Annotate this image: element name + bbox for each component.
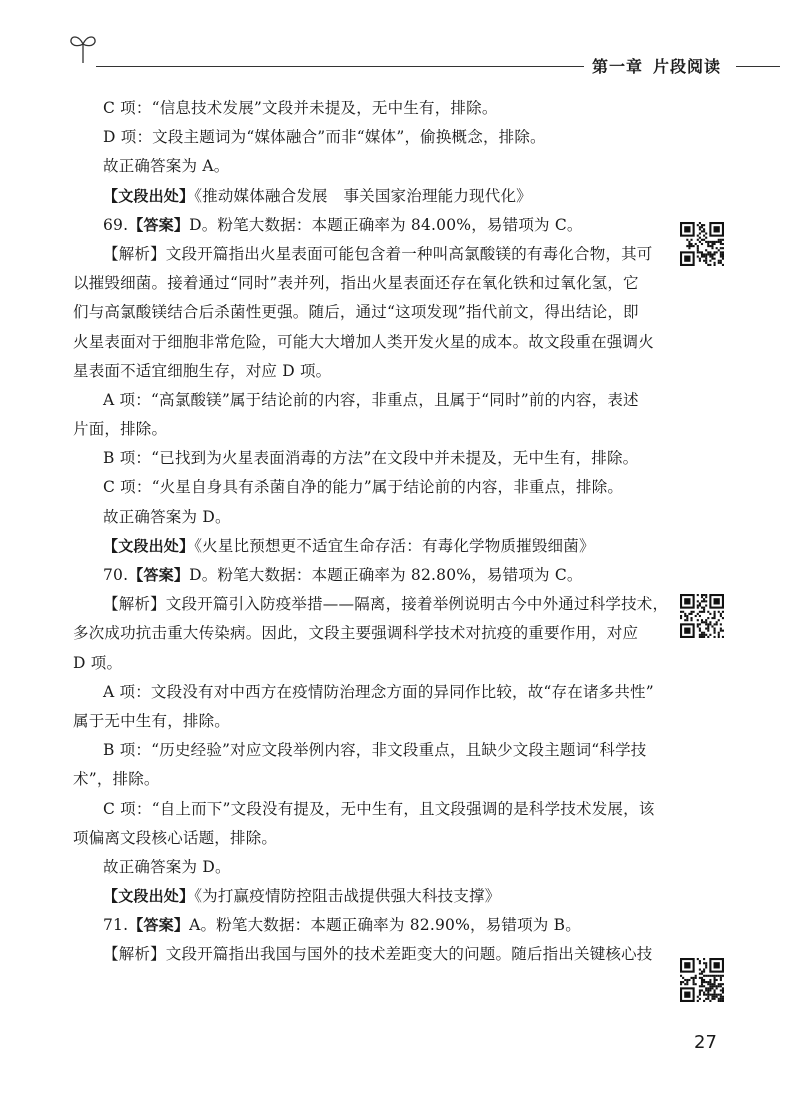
text-line: 星表面不适宜细胞生存，对应 D 项。 [73, 361, 332, 380]
answer-line [103, 911, 648, 940]
text-line: 故正确答案为 A。 [103, 157, 230, 176]
source-label: 【文段出处】 [103, 186, 195, 205]
question-number: 70. [103, 566, 129, 584]
text-line: 多次成功抗击重大传染病。因此，文段主要强调科学技术对抗疫的重要作用，对应 [73, 624, 639, 643]
text-line: C 项：“火星自身具有杀菌自净的能力”属于结论前的内容，非重点，排除。 [103, 478, 624, 497]
text-line: 术”，排除。 [73, 770, 160, 789]
text-line: A 项：文段没有对中西方在疫情防治理念方面的异同作比较，故“存在诸多共性” [103, 682, 654, 701]
chapter-number: 第一章 [592, 57, 644, 76]
source-title: 《火星比预想更不适宜生命存活：有毒化学物质摧毁细菌》 [194, 536, 595, 555]
question-number: 69. [103, 215, 129, 234]
page-number: 27 [694, 1032, 717, 1053]
source-label: 【文段出处】 [103, 536, 195, 555]
text-line: 以摧毁细菌。接着通过“同时”表并列，指出火星表面还存在氧化铁和过氧化氢，它 [73, 274, 639, 293]
source-title: 《为打赢疫情防控阻击战提供强大科技支撑》 [194, 887, 501, 906]
text-line: 火星表面对于细胞非常危险，可能大大增加人类开发火星的成本。故文段重在强调火 [73, 332, 654, 351]
qr-code[interactable] [680, 222, 724, 266]
text-line: 【解析】文段开篇指出火星表面可能包含着一种叫高氯酸镁的有毒化合物，其可 [103, 244, 653, 263]
source-title: 《推动媒体融合发展 事关国家治理能力现代化》 [194, 186, 532, 205]
answer-line [103, 211, 648, 240]
text-line: 片面，排除。 [73, 420, 168, 439]
answer-text: A。粉笔大数据：本题正确率为 82.90%，易错项为 B。 [189, 916, 581, 935]
qr-code[interactable] [680, 958, 724, 1002]
text-line: D 项：文段主题词为“媒体融合”而非“媒体”，偷换概念，排除。 [103, 128, 546, 147]
source-line [103, 882, 648, 911]
text-line: C 项：“自上而下”文段没有提及，无中生有，且文段强调的是科学技术发展，该 [103, 799, 655, 818]
answer-text: D。粉笔大数据：本题正确率为 84.00%，易错项为 C。 [189, 215, 583, 234]
answer-label: 【答案】 [128, 566, 190, 584]
sprout-icon [68, 30, 98, 64]
header-rule-left [96, 66, 584, 67]
text-line: 【解析】文段开篇引入防疫举措——隔离，接着举例说明古今中外通过科学技术， [103, 595, 669, 614]
answer-label: 【答案】 [128, 916, 190, 935]
text-line: 项偏离文段核心话题，排除。 [73, 828, 278, 847]
text-line: 故正确答案为 D。 [103, 507, 231, 526]
source-line [103, 182, 648, 211]
source-line [103, 532, 648, 561]
answer-text: D。粉笔大数据：本题正确率为 82.80%，易错项为 C。 [189, 566, 583, 584]
qr-code[interactable] [680, 594, 724, 638]
source-label: 【文段出处】 [103, 887, 195, 906]
text-line: C 项：“信息技术发展”文段并未提及，无中生有，排除。 [103, 99, 498, 117]
text-line: 【解析】文段开篇指出我国与国外的技术差距变大的问题。随后指出关键核心技 [103, 945, 653, 964]
answer-label: 【答案】 [128, 215, 190, 234]
text-line: B 项：“已找到为火星表面消毒的方法”在文段中并未提及，无中生有，排除。 [103, 449, 639, 468]
section-title: 片段阅读 [653, 57, 722, 76]
chapter-title [592, 54, 721, 77]
text-line: 们与高氯酸镁结合后杀菌性更强。随后，通过“这项发现”指代前文，得出结论，即 [73, 303, 639, 322]
page-header [0, 0, 800, 80]
text-line: B 项：“历史经验”对应文段举例内容，非文段重点，且缺少文段主题词“科学技 [103, 741, 647, 760]
text-line: 故正确答案为 D。 [103, 857, 231, 876]
text-line: 属于无中生有，排除。 [73, 711, 231, 730]
text-line: D 项。 [73, 653, 123, 672]
page-body [73, 94, 669, 970]
question-number: 71. [103, 916, 129, 935]
answer-line [103, 561, 648, 590]
header-rule-right [736, 66, 780, 67]
text-line: A 项：“高氯酸镁”属于结论前的内容，非重点，且属于“同时”前的内容，表述 [103, 390, 639, 409]
